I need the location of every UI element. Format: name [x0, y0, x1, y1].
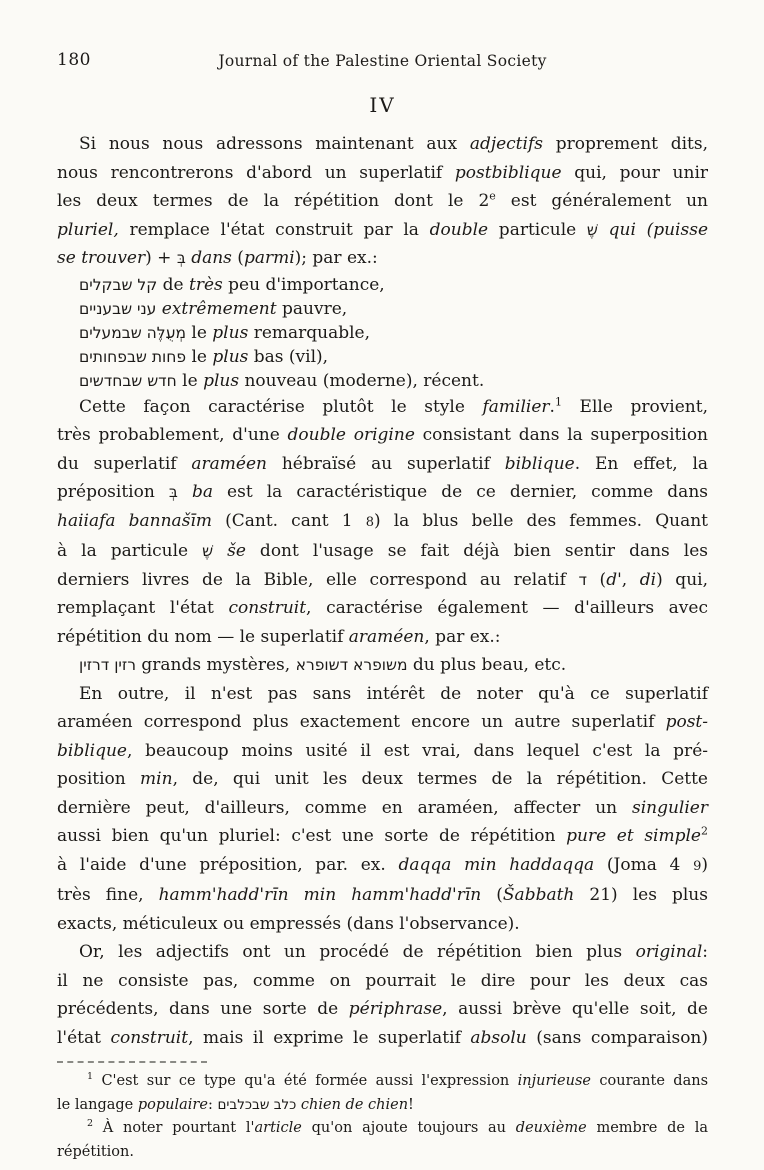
text-line: exacts, méticuleux ou empressés (dans l'observance).	[57, 913, 520, 934]
text-line: aussi bien qu'un pluriel: c'est une sorte de répétition pure et simple$^2$	[57, 824, 708, 846]
text-line: biblique, beaucoup moins usité il est vrai, dans lequel c'est la pré-	[57, 740, 708, 761]
footnotes	[57, 1070, 708, 1164]
text-line: Or, les adjectifs ont un procédé de répétition bien plus original:	[79, 942, 708, 962]
body-text	[57, 130, 708, 1052]
text-line: haiiafa bannašīm (Cant. cant 1 8) la blus belle des femmes. Quant	[57, 510, 709, 531]
page-number: 180	[57, 50, 91, 70]
text-line: derniers livres de la Bible, elle correspond au relatif ד (d', di) qui,	[57, 569, 708, 590]
text-line: à la particule שֶׁ še dont l'usage se fait déjà bien sentir dans les	[57, 541, 708, 561]
text-line: חדש שבחדשים le plus nouveau (moderne), récent.	[79, 370, 485, 391]
text-line: $^2$ À noter pourtant l'article qu'on ajoute toujours au deuxième membre de la	[87, 1118, 709, 1136]
footnote-separator	[57, 1061, 207, 1063]
journal-title: Journal of the Palestine Oriental Society	[218, 52, 547, 70]
text-line: se trouver) + בְּ dans (parmi); par ex.:	[57, 248, 378, 268]
text-line: עני שבעניים extrêmement pauvre,	[79, 298, 348, 319]
text-line: Si nous nous adressons maintenant aux adjectifs proprement dits,	[79, 134, 708, 154]
text-line: très fine, hamm'hadd'rīn min hamm'hadd'rīn (Šabbath 21) les plus	[57, 885, 708, 905]
text-line: קל שבקלים de très peu d'importance,	[79, 274, 385, 295]
text-line: pluriel, remplace l'état construit par la double particule שֶׁ qui (puisse	[57, 219, 708, 240]
page-content	[57, 50, 708, 1164]
text-line: à l'aide d'une préposition, par. ex. daqqa min haddaqqa (Joma 4 9)	[57, 854, 709, 875]
text-line: araméen correspond plus exactement encore un autre superlatif post-	[57, 712, 708, 732]
text-line: position min, de, qui unit les deux termes de la répétition. Cette	[57, 769, 708, 789]
text-line: le langage populaire: כלב שבכלבים chien de chien!	[57, 1096, 414, 1113]
text-line: dernière peut, d'ailleurs, comme en araméen, affecter un singulier	[57, 797, 708, 818]
text-line: remplaçant l'état construit, caractérise également — d'ailleurs avec	[57, 598, 708, 618]
text-line: nous rencontrerons d'abord un superlatif postbiblique qui, pour unir	[57, 162, 709, 183]
text-line: רזין דרזין grands mystères, משופרא דשופרא du plus beau, etc.	[79, 655, 567, 675]
text-line: l'état construit, mais il exprime le superlatif absolu (sans comparaison)	[57, 1027, 709, 1048]
text-line: préposition בְּ ba est la caractéristique de ce dernier, comme dans	[57, 482, 708, 502]
text-line: du superlatif araméen hébraïsé au superlatif biblique. En effet, la	[57, 453, 709, 474]
text-line: les deux termes de la répétition dont le 2e est généralement un	[57, 189, 708, 211]
text-line: il ne consiste pas, comme on pourrait le dire pour les deux cas	[57, 970, 708, 991]
text-line: répétition du nom — le superlatif araméen, par ex.:	[57, 626, 501, 647]
text-line: מְעֻלֶּה שבמעלים le plus remarquable,	[79, 322, 371, 343]
text-line: $^1$ C'est sur ce type qu'a été formée aussi l'expression injurieuse courante dans	[87, 1071, 709, 1089]
text-line: En outre, il n'est pas sans intérêt de noter qu'à ce superlatif	[79, 683, 708, 704]
text-line: Cette façon caractérise plutôt le style familier.$^1$ Elle provient,	[79, 394, 708, 417]
text-line: פחות שבפחותים le plus bas (vil),	[79, 346, 329, 367]
text-line: répétition.	[57, 1143, 134, 1160]
page-header	[57, 50, 708, 72]
text-line: précédents, dans une sorte de périphrase, aussi brève qu'elle soit, de	[57, 999, 708, 1019]
section-heading: IV	[369, 93, 396, 117]
text-line: très probablement, d'une double origine consistant dans la superposition	[57, 425, 708, 445]
